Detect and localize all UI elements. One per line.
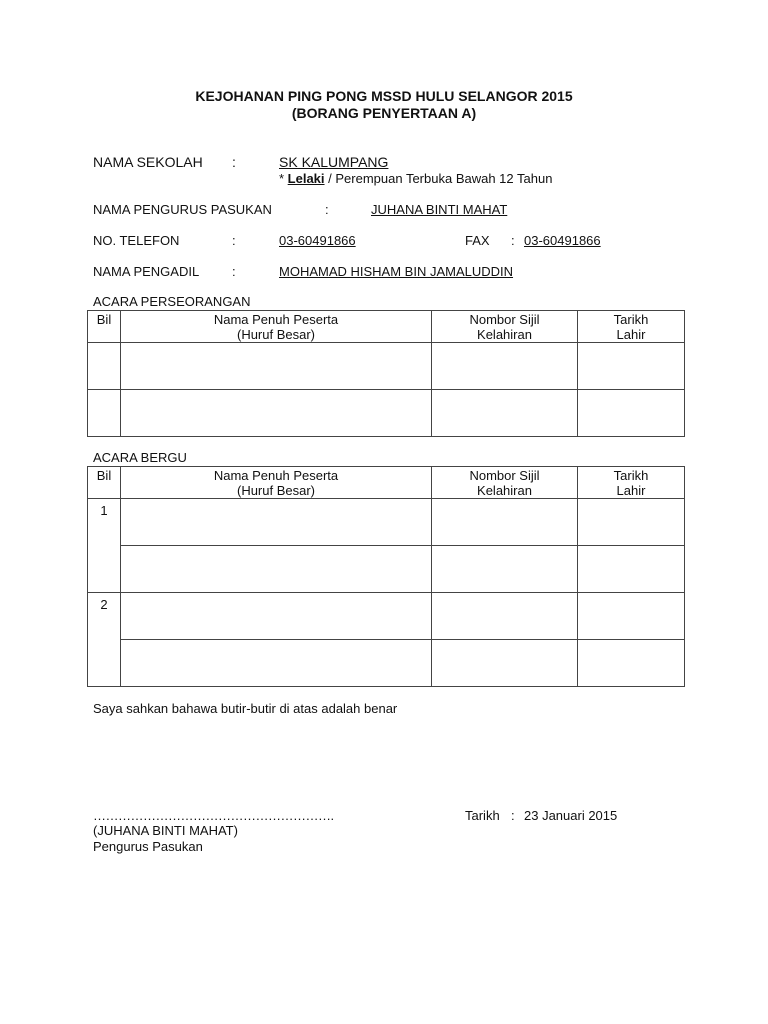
telefon-value: 03-60491866 <box>279 233 356 248</box>
pengurus-colon: : <box>325 202 329 217</box>
table-row <box>88 546 685 593</box>
category-star: * <box>279 171 288 186</box>
header-sijil-line2: Kelahiran <box>477 327 532 342</box>
form-subtitle: (BORANG PENYERTAAN A) <box>291 105 477 121</box>
date-label: Tarikh <box>465 808 500 823</box>
cell-nama[interactable] <box>121 546 432 593</box>
cell-nama[interactable] <box>121 593 432 640</box>
pair-number: 2 <box>88 593 121 687</box>
header-tarikh <box>578 311 685 343</box>
signer-name: (JUHANA BINTI MAHAT) <box>93 823 238 838</box>
header-sijil-line2: Kelahiran <box>477 483 532 498</box>
cell-sijil[interactable] <box>432 593 578 640</box>
header-tarikh-line1: Tarikh <box>613 312 649 327</box>
pair-number: 1 <box>88 499 121 593</box>
header-nama <box>121 311 432 343</box>
bergu-table <box>87 466 685 687</box>
cell-nama[interactable] <box>121 343 432 390</box>
telefon-colon: : <box>232 233 236 248</box>
header-bil: Bil <box>88 311 121 343</box>
date-value: 23 Januari 2015 <box>524 808 618 823</box>
cell-sijil[interactable] <box>432 640 578 687</box>
table-row <box>88 499 685 546</box>
cell-nama[interactable] <box>121 390 432 437</box>
date-colon: : <box>511 808 515 823</box>
sekolah-colon: : <box>232 154 236 170</box>
header-sijil <box>432 311 578 343</box>
header-nama-line2: (Huruf Besar) <box>236 483 316 498</box>
header-nama-line1: Nama Penuh Peserta <box>213 468 339 483</box>
cell-tarikh[interactable] <box>578 390 685 437</box>
declaration-text: Saya sahkan bahawa butir-butir di atas adalah benar <box>93 701 398 716</box>
cell-nama[interactable] <box>121 640 432 687</box>
header-tarikh-line1: Tarikh <box>613 468 649 483</box>
form-title: KEJOHANAN PING PONG MSSD HULU SELANGOR 2015 <box>195 88 573 104</box>
header-tarikh-line2: Lahir <box>616 483 646 498</box>
fax-colon: : <box>511 233 515 248</box>
cell-sijil[interactable] <box>432 546 578 593</box>
header-nama <box>121 467 432 499</box>
header-bil: Bil <box>88 467 121 499</box>
sekolah-label: NAMA SEKOLAH <box>93 154 203 170</box>
header-tarikh <box>578 467 685 499</box>
pengurus-value: JUHANA BINTI MAHAT <box>371 202 508 217</box>
table-row <box>88 343 685 390</box>
telefon-label: NO. TELEFON <box>93 233 180 248</box>
fax-value: 03-60491866 <box>524 233 601 248</box>
table-header-row <box>88 311 685 343</box>
cell-bil[interactable] <box>88 343 121 390</box>
pengurus-label: NAMA PENGURUS PASUKAN <box>93 202 272 217</box>
cell-bil[interactable] <box>88 390 121 437</box>
pengadil-label: NAMA PENGADIL <box>93 264 200 279</box>
category-rest: / Perempuan Terbuka Bawah 12 Tahun <box>324 171 553 186</box>
header-tarikh-line2: Lahir <box>616 327 646 342</box>
cell-sijil[interactable] <box>432 343 578 390</box>
table-row <box>88 390 685 437</box>
perseorangan-table <box>87 310 685 437</box>
cell-sijil[interactable] <box>432 499 578 546</box>
table-row <box>88 593 685 640</box>
fax-label: FAX <box>465 233 490 248</box>
header-sijil <box>432 467 578 499</box>
header-nama-line1: Nama Penuh Peserta <box>213 312 339 327</box>
sekolah-value: SK KALUMPANG <box>279 154 389 170</box>
category-selected: Lelaki <box>287 171 325 186</box>
signature-line: …………………………………………………. <box>93 808 334 823</box>
bergu-title: ACARA BERGU <box>93 450 187 465</box>
cell-nama[interactable] <box>121 499 432 546</box>
cell-tarikh[interactable] <box>578 640 685 687</box>
header-nama-line2: (Huruf Besar) <box>236 327 316 342</box>
cell-tarikh[interactable] <box>578 343 685 390</box>
cell-tarikh[interactable] <box>578 499 685 546</box>
table-row <box>88 640 685 687</box>
cell-tarikh[interactable] <box>578 546 685 593</box>
header-sijil-line1: Nombor Sijil <box>469 468 540 483</box>
category-line <box>279 171 552 186</box>
header-sijil-line1: Nombor Sijil <box>469 312 540 327</box>
cell-tarikh[interactable] <box>578 593 685 640</box>
cell-sijil[interactable] <box>432 390 578 437</box>
table-header-row <box>88 467 685 499</box>
signer-role: Pengurus Pasukan <box>93 839 203 854</box>
pengadil-colon: : <box>232 264 236 279</box>
perseorangan-title: ACARA PERSEORANGAN <box>93 294 251 309</box>
pengadil-value: MOHAMAD HISHAM BIN JAMALUDDIN <box>279 264 514 279</box>
